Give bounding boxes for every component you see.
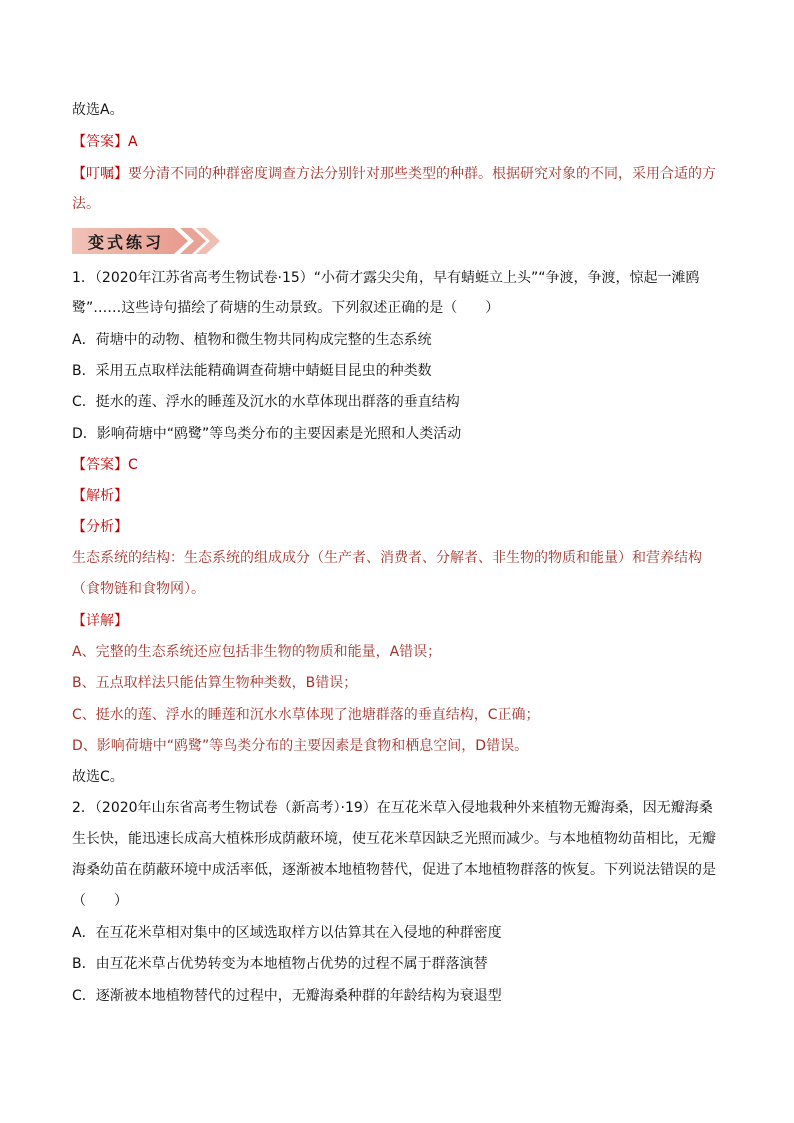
q1-conclusion: 故选C。 xyxy=(72,769,124,785)
reminder-line xyxy=(72,164,716,184)
q1-detail-a: A、完整的生态系统还应包括非生物的物质和能量，A错误； xyxy=(72,644,442,660)
q1-detail-c: C、挺水的莲、浮水的睡莲和沉水水草体现了池塘群落的垂直结构，C正确； xyxy=(72,707,540,723)
q1-stem: 1．（2020年江苏省高考生物试卷·15）“小荷才露尖尖角，早有蜻蜓立上头”“争渡，争渡，惊起一滩鸥 xyxy=(72,270,700,286)
q2-option-b: B．由互花米草占优势转变为本地植物占优势的过程不属于群落演替 xyxy=(72,956,488,972)
q2-option-c: C．逐渐被本地植物替代的过程中，无瓣海桑种群的年龄结构为衰退型 xyxy=(72,988,502,1004)
q1-fenxi-label: 【分析】 xyxy=(72,519,128,535)
q1-detail-b: B、五点取样法只能估算生物种类数，B错误； xyxy=(72,675,358,691)
q1-answer-line xyxy=(72,455,138,475)
q1-analysis-label: 【解析】 xyxy=(72,488,128,504)
q1-option-a: A．荷塘中的动物、植物和微生物共同构成完整的生态系统 xyxy=(72,332,432,348)
q1-fenxi-text-cont: （食物链和食物网）。 xyxy=(72,581,205,597)
section-banner xyxy=(72,224,222,258)
q1-option-d: D．影响荷塘中“鸥鹭”等鸟类分布的主要因素是光照和人类活动 xyxy=(72,426,462,442)
reminder-label: 【叮嘱】 xyxy=(72,166,128,182)
q1-detail-label: 【详解】 xyxy=(72,613,128,629)
banner-label: 变式练习 xyxy=(88,233,165,252)
answer-line xyxy=(72,132,138,152)
q2-stem-cont-2: 海桑幼苗在荫蔽环境中成活率低，逐渐被本地植物替代，促进了本地植物群落的恢复。下列说法错误的是 xyxy=(72,862,716,878)
q1-option-b: B．采用五点取样法能精确调查荷塘中蜻蜓目昆虫的种类数 xyxy=(72,363,432,379)
q1-detail-d: D、影响荷塘中“鸥鹭”等鸟类分布的主要因素是食物和栖息空间，D错误。 xyxy=(72,738,529,754)
reminder-text: 要分清不同的种群密度调查方法分别针对那些类型的种群。根据研究对象的不同，采用合适的方 xyxy=(128,166,716,182)
q1-answer-value: C xyxy=(128,457,138,473)
q1-fenxi-text: 生态系统的结构：生态系统的组成成分（生产者、消费者、分解者、非生物的物质和能量）和营养结构 xyxy=(72,550,702,566)
q1-option-c: C．挺水的莲、浮水的睡莲及沉水的水草体现出群落的垂直结构 xyxy=(72,394,460,410)
conclusion-text: 故选A。 xyxy=(72,102,124,118)
q2-stem-cont-3: （ ） xyxy=(72,893,128,909)
q1-answer-label: 【答案】 xyxy=(72,457,128,473)
reminder-text-cont: 法。 xyxy=(72,196,100,212)
q2-stem: 2．（2020年山东省高考生物试卷（新高考）·19）在互花米草入侵地栽种外来植物无瓣海桑，因无瓣海桑 xyxy=(72,800,713,816)
q2-stem-cont-1: 生长快，能迅速长成高大植株形成荫蔽环境，使互花米草因缺乏光照而减少。与本地植物幼苗相比，无瓣 xyxy=(72,831,716,847)
q1-stem-cont: 鹭”……这些诗句描绘了荷塘的生动景致。下列叙述正确的是（ ） xyxy=(72,300,500,316)
answer-label: 【答案】 xyxy=(72,134,128,150)
answer-value: A xyxy=(128,134,138,150)
q2-option-a: A．在互花米草相对集中的区域选取样方以估算其在入侵地的种群密度 xyxy=(72,925,502,941)
